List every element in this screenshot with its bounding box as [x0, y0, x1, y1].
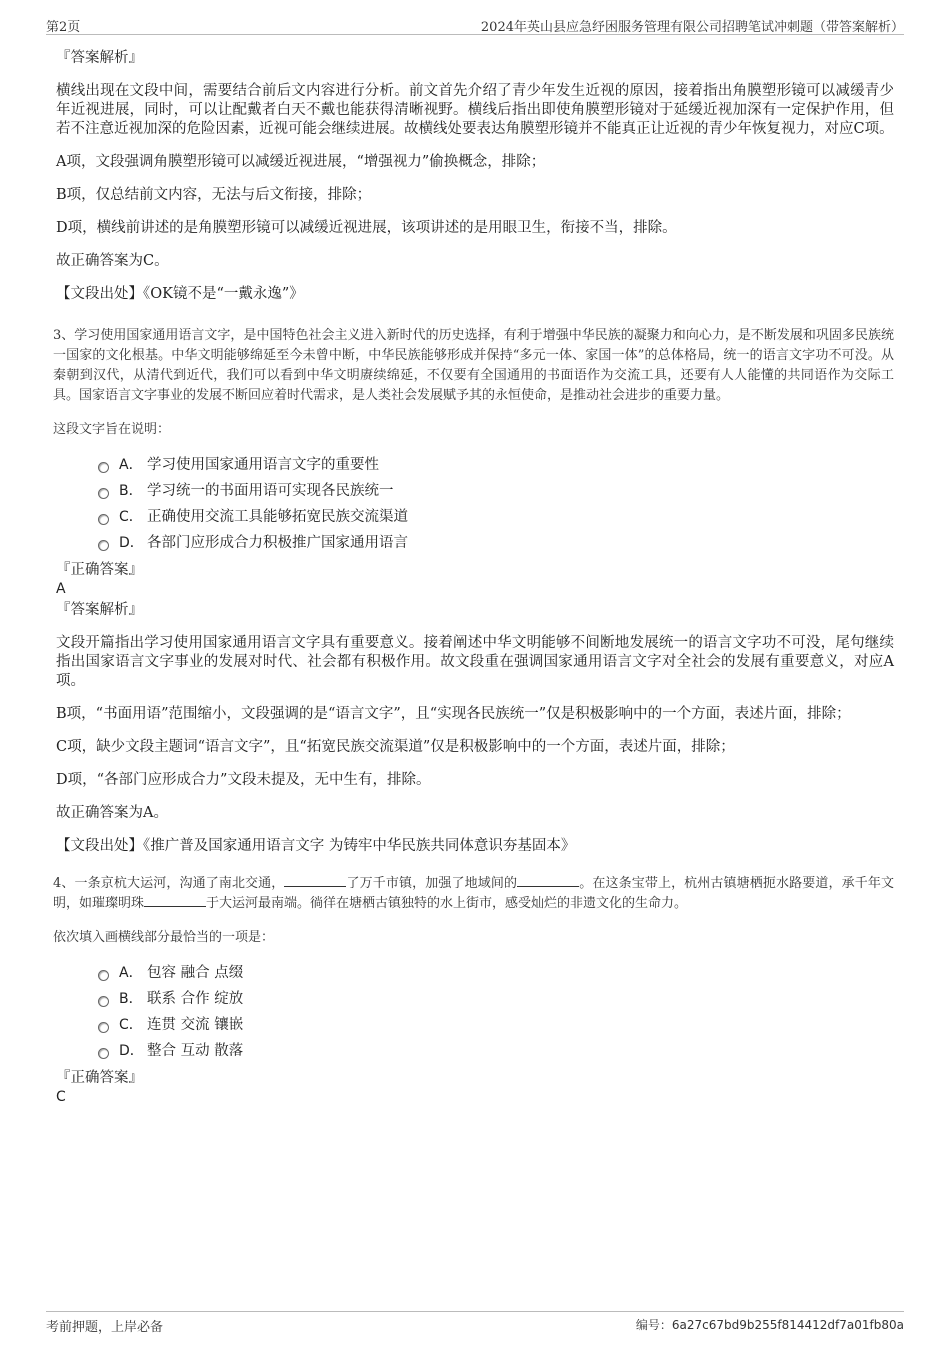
footer-slogan: 考前押题，上岸必备 [46, 1320, 164, 1335]
analysis-text: 文段开篇指出学习使用国家通用语言文字具有重要意义。接着阐述中华文明能够不间断地发展统一的语言文字功不可没，尾句继续指出国家语言文字事业的发展对时代、社会都有积极作用。故文段重在强调国家通用语言文字对全社会的发展有重要意义，对应A项。 [56, 635, 894, 689]
analysis-option-b: B项，“书面用语”范围缩小，文段强调的是“语言文字”，且“实现各民族统一”仅是积极影响中的一个方面，表述片面，排除； [56, 706, 851, 722]
analysis-option-b: B项，仅总结前文内容，无法与后文衔接，排除； [56, 187, 372, 203]
question-4-prompt: 依次填入画横线部分最恰当的一项是： [53, 930, 275, 945]
analysis-label: 『答案解析』 [56, 50, 143, 66]
question-3-options [56, 452, 894, 556]
question-3-text: 3、学习使用国家通用语言文字，是中国特色社会主义进入新时代的历史选择，有利于增强中华民族的凝聚力和向心力，是不断发展和巩固多民族统一国家的文化根基。中华文明能够绵延至今未曾中断，中华民族能够形成并保持“多元一体、家国一体”的总体格局，统一的语言文字功不可没。从秦朝到汉代，从清代到近代，我们可以看到中华文明赓续绵延，不仅要有全国通用的书面语作为交流工具，还要有人人能懂的共同语作为交际工具。国家语言文字事业的发展不断回应着时代需求，是人类社会发展赋予其的永恒使命，是推动社会进步的重要力量。 [53, 328, 894, 403]
option-d[interactable]: D． 各部门应形成合力积极推广国家通用语言 [98, 530, 894, 556]
radio-icon[interactable] [98, 970, 109, 981]
document-code: 编号：6a27c67bd9b255f814412df7a01fb80a [635, 1318, 904, 1332]
correct-answer-label: 『正确答案』 [56, 1070, 143, 1086]
option-c[interactable]: C． 连贯 交流 镶嵌 [98, 1012, 894, 1038]
option-b[interactable]: B． 联系 合作 绽放 [98, 986, 894, 1012]
analysis-option-c: C项，缺少文段主题词“语言文字”，且“拓宽民族交流渠道”仅是积极影响中的一个方面，表述片面，排除； [56, 739, 735, 755]
option-a[interactable]: A． 学习使用国家通用语言文字的重要性 [98, 452, 894, 478]
fill-blank [144, 894, 206, 907]
page-footer [46, 1311, 904, 1334]
option-d[interactable]: D． 整合 互动 散落 [98, 1038, 894, 1064]
radio-icon[interactable] [98, 488, 109, 499]
document-title: 2024年英山县应急纾困服务管理有限公司招聘笔试冲刺题（带答案解析） [480, 20, 904, 35]
analysis-conclusion: 故正确答案为C。 [56, 253, 169, 269]
radio-icon[interactable] [98, 1022, 109, 1033]
option-a[interactable]: A． 包容 融合 点缀 [98, 960, 894, 986]
analysis-option-a: A项，文段强调角膜塑形镜可以减缓近视进展，“增强视力”偷换概念，排除； [56, 154, 546, 170]
option-b[interactable]: B． 学习统一的书面用语可实现各民族统一 [98, 478, 894, 504]
source-citation: 【文段出处】《推广普及国家通用语言文字 为铸牢中华民族共同体意识夯基固本》 [56, 838, 576, 854]
question-4-text: 4、一条京杭大运河，沟通了南北交通， 了万千市镇，加强了地域间的 。在这条宝带上，杭州古镇塘栖扼水路要道，承千年文明，如璀璨明珠 于大运河最南端。徜徉在塘栖古镇独特的水上街市，感受灿烂的非遗文化的生命力。 [53, 876, 894, 911]
radio-icon[interactable] [98, 996, 109, 1007]
question-3-prompt: 这段文字旨在说明： [53, 422, 171, 437]
source-citation: 【文段出处】《OK镜不是“一戴永逸”》 [56, 286, 304, 302]
page-number: 第2页 [46, 20, 81, 35]
correct-answer-label: 『正确答案』 [56, 562, 143, 578]
analysis-option-d: D项，“各部门应形成合力”文段未提及，无中生有，排除。 [56, 772, 431, 788]
option-c[interactable]: C． 正确使用交流工具能够拓宽民族交流渠道 [98, 504, 894, 530]
correct-answer: A [56, 581, 66, 597]
radio-icon[interactable] [98, 540, 109, 551]
analysis-conclusion: 故正确答案为A。 [56, 805, 168, 821]
fill-blank [517, 874, 579, 887]
page-header [46, 14, 904, 35]
radio-icon[interactable] [98, 1048, 109, 1059]
radio-icon[interactable] [98, 462, 109, 473]
document-body [53, 48, 894, 1106]
question-4-options [56, 960, 894, 1064]
analysis-option-d: D项，横线前讲述的是角膜塑形镜可以减缓近视进展，该项讲述的是用眼卫生，衔接不当，排除。 [56, 220, 677, 236]
radio-icon[interactable] [98, 514, 109, 525]
correct-answer: C [56, 1089, 66, 1105]
analysis-label: 『答案解析』 [56, 602, 143, 618]
fill-blank [284, 874, 346, 887]
analysis-text: 横线出现在文段中间，需要结合前后文内容进行分析。前文首先介绍了青少年发生近视的原因，接着指出角膜塑形镜可以减缓青少年近视进展，同时，可以让配戴者白天不戴也能获得清晰视野。横线后指出即使角膜塑形镜对于延缓近视加深有一定保护作用，但若不注意近视加深的危险因素，近视可能会继续进展。故横线处要表达角膜塑形镜并不能真正让近视的青少年恢复视力，对应C项。 [56, 83, 894, 137]
